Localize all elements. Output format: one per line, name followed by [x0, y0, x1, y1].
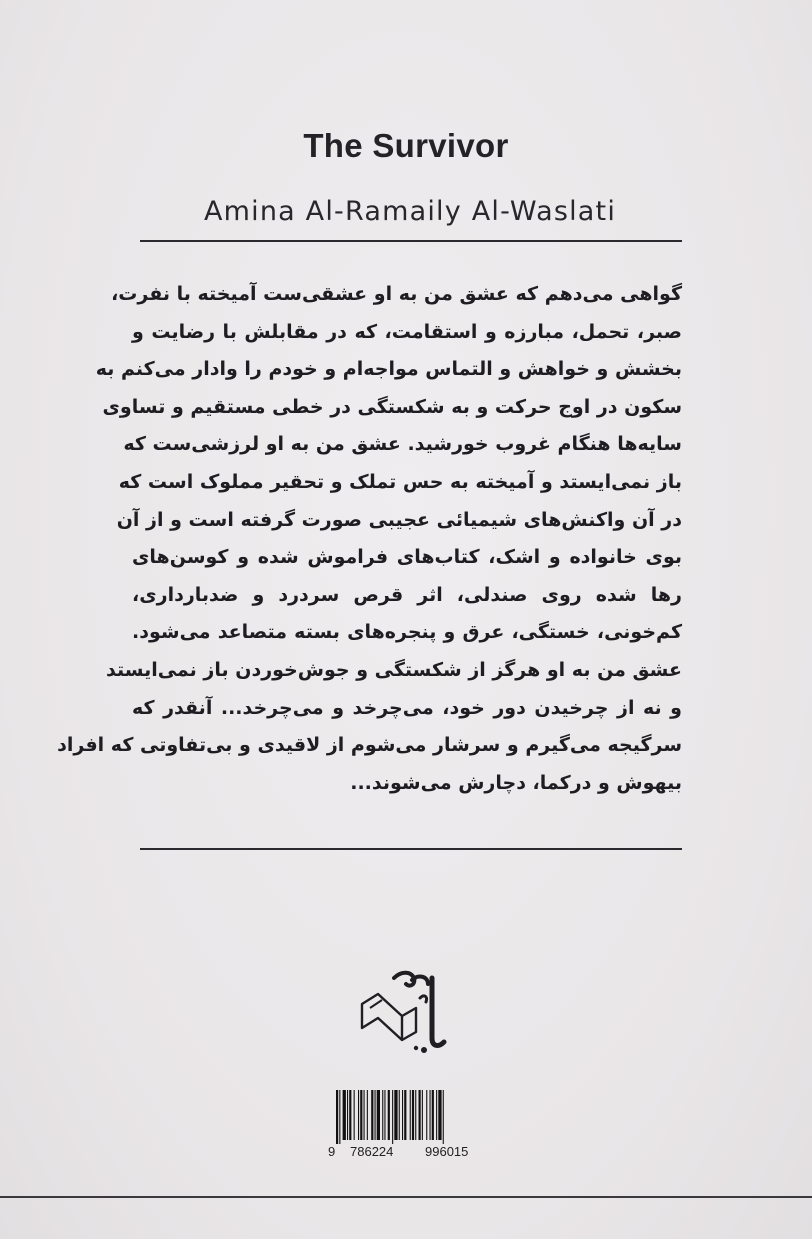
barcode-bar	[339, 1090, 340, 1144]
barcode-bar	[343, 1090, 346, 1140]
isbn-barcode	[328, 1090, 486, 1160]
barcode-bar	[377, 1090, 380, 1140]
barcode-bar	[371, 1090, 373, 1140]
divider-bottom	[140, 848, 682, 850]
barcode-bar	[402, 1090, 403, 1140]
barcode-bar	[392, 1090, 393, 1144]
barcode-digits	[328, 1144, 486, 1160]
book-title: The Survivor	[303, 127, 509, 164]
barcode-bar	[426, 1090, 427, 1140]
barcode-digit-group-right: 996015	[425, 1144, 469, 1159]
blurb-line: در آن واکنش‌های شیمیائی عجیبی صورت گرفته است و از آن	[116, 508, 682, 531]
barcode-bar	[412, 1090, 414, 1140]
blurb-line: کم‌خونی، خستگی، عرق و پنجره‌های بسته متصاعد می‌شود.	[132, 621, 682, 644]
barcode-bar	[399, 1090, 400, 1140]
barcode-bar	[375, 1090, 376, 1140]
divider-top	[140, 240, 682, 242]
barcode-bar	[436, 1090, 437, 1140]
barcode-bar	[430, 1090, 431, 1140]
blurb-line: بوی خانواده و اشک، کتاب‌های فراموش شده و کوسن‌های	[132, 546, 682, 569]
barcode-bar	[404, 1090, 406, 1140]
barcode-bar	[438, 1090, 441, 1140]
barcode-bar	[360, 1090, 362, 1140]
blurb-line: عشق من به او هرگز از شکستگی و جوش‌خوردن باز نمی‌ایستد	[106, 658, 682, 681]
barcode-bar	[384, 1090, 385, 1140]
barcode-bar	[354, 1090, 355, 1140]
barcode-bar	[349, 1090, 351, 1140]
blurb-line: سایه‌ها هنگام غروب خورشید. عشق من به او لرزشی‌ست که	[123, 433, 682, 456]
book-logo-icon	[358, 968, 454, 1054]
barcode-bar	[347, 1090, 348, 1140]
barcode-digit-group-left: 786224	[350, 1144, 394, 1159]
barcode-bar	[364, 1090, 365, 1140]
barcode-digit-prefix: 9	[328, 1144, 336, 1159]
blurb-line: بخشش و خواهش و التماس مواجه‌ام و خودم را وادار می‌کنم به	[95, 358, 682, 381]
blurb-line: باز نمی‌ایستد و آمیخته به حس تملک و تحقیر مملوک است که	[118, 470, 682, 493]
barcode-bar	[382, 1090, 383, 1140]
barcode-bar	[422, 1090, 423, 1140]
blurb-line: سکون در اوج حرکت و به شکستگی در خطی مستقیم و تساوی	[102, 395, 682, 418]
barcode-bar	[443, 1090, 444, 1144]
barcode-bar	[394, 1090, 397, 1140]
blurb-line: گواهی می‌دهم که عشق من به او عشقی‌ست آمیخته با نفرت،	[111, 283, 682, 305]
barcode-bars	[334, 1090, 484, 1144]
barcode-bar	[358, 1090, 359, 1140]
barcode-bar	[388, 1090, 390, 1140]
barcode-bar	[367, 1090, 368, 1140]
blurb-line: صبر، تحمل، مبارزه و استقامت، که در مقابلش با رضایت و	[132, 320, 682, 343]
book-author: Amina Al-Ramaily Al-Waslati	[203, 196, 617, 227]
barcode-bar	[415, 1090, 416, 1140]
blurb-line: و نه از چرخیدن دور خود، می‌چرخد و می‌چرخد... آنقدر که	[132, 696, 682, 719]
barcode-bar	[336, 1090, 338, 1144]
blurb-line: بیهوش و درکما، دچارش می‌شوند...	[350, 771, 682, 794]
barcode-bar	[432, 1090, 434, 1140]
blurb-line: سرگیجه می‌گیرم و سرشار می‌شوم از لاقیدی و بی‌تفاوتی که افراد	[57, 734, 682, 757]
barcode-bar	[419, 1090, 421, 1140]
blurb-line: رها شده روی صندلی، اثر قرص سردرد و ضدبارداری،	[132, 583, 682, 606]
barcode-bar	[410, 1090, 411, 1140]
blurb-text	[57, 276, 682, 802]
bottom-edge-line	[0, 1196, 812, 1198]
